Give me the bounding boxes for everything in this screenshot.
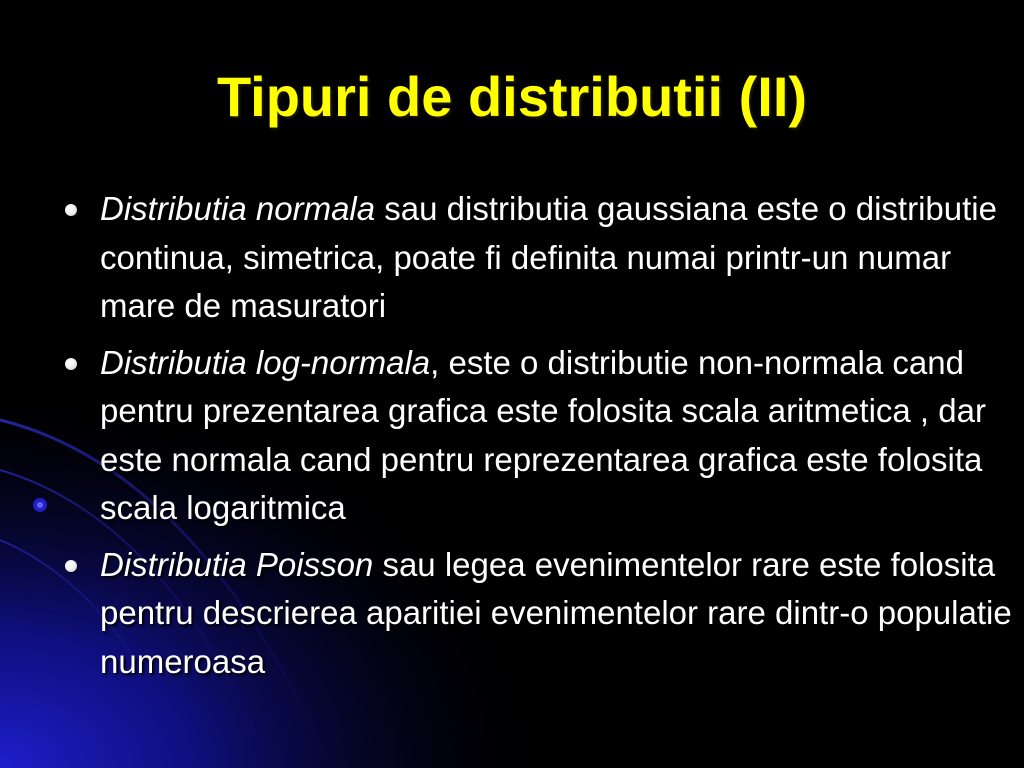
bullet-text: , este o distributie non-normala cand pentru prezentarea grafica este folosita scala aritmetica , dar este normala cand pentru reprezentarea grafica este folosita scala logaritmica (100, 343, 986, 526)
bullet-text: sau legea evenimentelor rare este folosita pentru descrierea aparitiei evenimentelor rare dintr-o populatie numeroasa (100, 545, 1012, 680)
bullet-dot-icon (65, 204, 77, 216)
bullet-term: Distributia normala (100, 190, 376, 227)
slide-title: Tipuri de distributii (II) (216, 65, 808, 128)
bullet-term: Distributia Poisson (100, 545, 374, 583)
bullet-term: Distributia log-normala (100, 343, 431, 381)
bullet-text: sau distributia gaussiana este o distributie continua, simetrica, poate fi definita numai printr-un numar mare de masuratori (100, 190, 997, 324)
bullet-item-poisson (64, 541, 1014, 687)
bullet-item-lognormal (64, 339, 1014, 533)
bullet-item-normal (64, 185, 1014, 331)
bullet-dot-icon (65, 560, 77, 572)
bullet-list (64, 185, 1014, 694)
bullet-dot-icon (65, 358, 77, 370)
